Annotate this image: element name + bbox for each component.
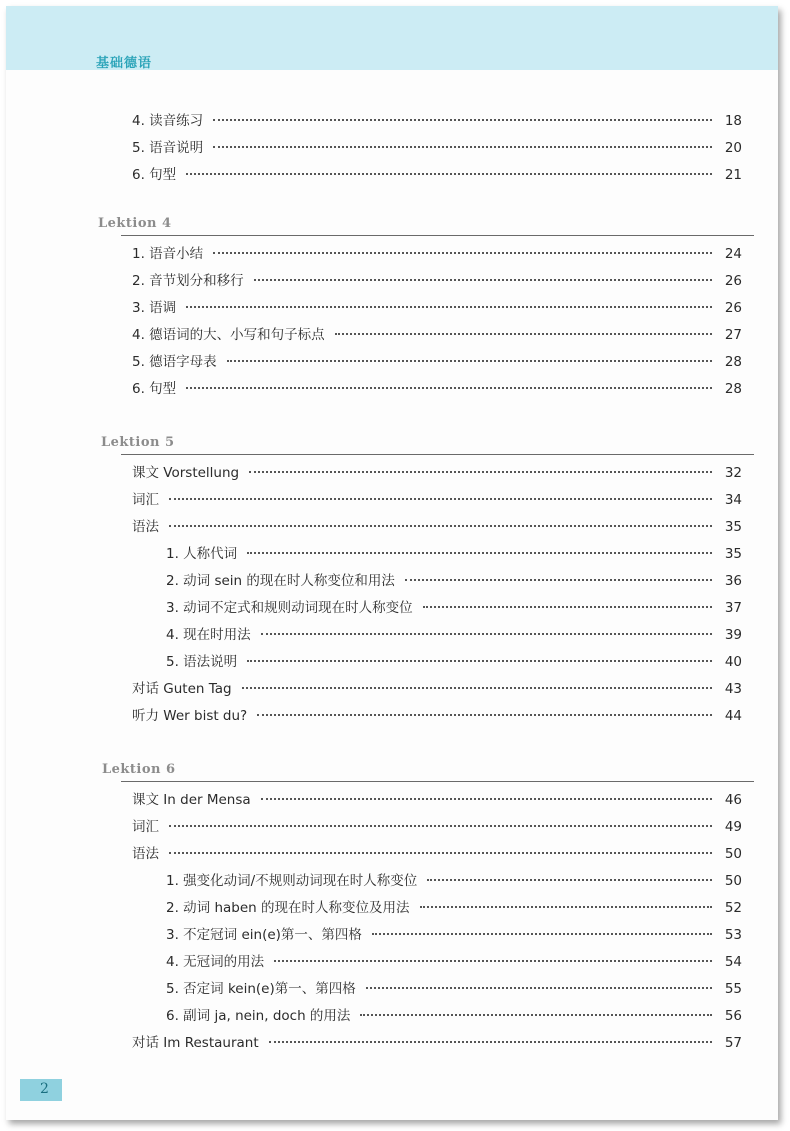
leader-dots (360, 1014, 712, 1016)
leader-dots (247, 660, 712, 662)
toc-entry[interactable]: 5. 语音说明 20 (132, 140, 742, 156)
leader-dots (274, 960, 712, 962)
lesson-5-title: Lektion 5 (101, 435, 175, 450)
toc-subentry[interactable]: 2. 动词 sein 的现在时人称变位和用法 36 (166, 573, 742, 589)
leader-dots (247, 552, 712, 554)
toc-entry[interactable]: 6. 句型 21 (132, 167, 742, 183)
toc-entry[interactable]: 词汇 49 (132, 819, 742, 835)
leader-dots (242, 687, 712, 689)
leader-dots (249, 471, 712, 473)
toc-entry[interactable]: 对话 Guten Tag 43 (132, 681, 742, 697)
book-title: 基础德语 (96, 56, 153, 71)
toc-entry[interactable]: 对话 Im Restaurant 57 (132, 1035, 742, 1051)
lesson-6-rule (121, 781, 754, 782)
leader-dots (213, 119, 712, 121)
toc-entry[interactable]: 1. 语音小结 24 (132, 246, 742, 262)
leader-dots (169, 525, 712, 527)
leader-dots (420, 906, 712, 908)
leader-dots (257, 714, 712, 716)
toc-subentry[interactable]: 1. 人称代词 35 (166, 546, 742, 562)
leader-dots (227, 360, 712, 362)
toc-entry[interactable]: 4. 德语词的大、小写和句子标点 27 (132, 327, 742, 343)
lesson-4-rule (121, 235, 754, 236)
leader-dots (213, 146, 712, 148)
lesson-5-rule (121, 454, 754, 455)
toc-entry[interactable]: 3. 语调 26 (132, 300, 742, 316)
toc-subentry[interactable]: 3. 不定冠词 ein(e)第一、第四格 53 (166, 927, 742, 943)
toc-entry[interactable]: 4. 读音练习 18 (132, 113, 742, 129)
leader-dots (269, 1041, 712, 1043)
toc-subentry[interactable]: 5. 语法说明 40 (166, 654, 742, 670)
book-page (6, 6, 778, 1120)
toc-subentry[interactable]: 6. 副词 ja, nein, doch 的用法 56 (166, 1008, 742, 1024)
leader-dots (261, 798, 712, 800)
leader-dots (169, 825, 712, 827)
toc-subentry[interactable]: 2. 动词 haben 的现在时人称变位及用法 52 (166, 900, 742, 916)
leader-dots (427, 879, 712, 881)
toc-entry[interactable]: 课文 In der Mensa 46 (132, 792, 742, 808)
toc-subentry[interactable]: 5. 否定词 kein(e)第一、第四格 55 (166, 981, 742, 997)
toc-subentry[interactable]: 4. 无冠词的用法 54 (166, 954, 742, 970)
toc-subentry[interactable]: 3. 动词不定式和规则动词现在时人称变位 37 (166, 600, 742, 616)
toc-entry[interactable]: 词汇 34 (132, 492, 742, 508)
leader-dots (186, 173, 712, 175)
toc-entry[interactable]: 语法 35 (132, 519, 742, 535)
toc-entry[interactable]: 课文 Vorstellung 32 (132, 465, 742, 481)
lesson-4-title: Lektion 4 (98, 216, 172, 231)
leader-dots (372, 933, 712, 935)
toc-subentry[interactable]: 4. 现在时用法 39 (166, 627, 742, 643)
toc-entry[interactable]: 6. 句型 28 (132, 381, 742, 397)
toc-entry[interactable]: 听力 Wer bist du? 44 (132, 708, 742, 724)
leader-dots (213, 252, 712, 254)
lesson-6-title: Lektion 6 (102, 762, 176, 777)
leader-dots (366, 987, 712, 989)
leader-dots (186, 306, 712, 308)
toc-entry[interactable]: 2. 音节划分和移行 26 (132, 273, 742, 289)
leader-dots (169, 852, 712, 854)
page-number: 2 (40, 1081, 49, 1097)
toc-subentry[interactable]: 1. 强变化动词/不规则动词现在时人称变位 50 (166, 873, 742, 889)
leader-dots (335, 333, 712, 335)
toc-entry[interactable]: 语法 50 (132, 846, 742, 862)
toc-entry[interactable]: 5. 德语字母表 28 (132, 354, 742, 370)
leader-dots (405, 579, 712, 581)
leader-dots (261, 633, 712, 635)
leader-dots (186, 387, 712, 389)
leader-dots (169, 498, 712, 500)
leader-dots (423, 606, 712, 608)
leader-dots (254, 279, 712, 281)
